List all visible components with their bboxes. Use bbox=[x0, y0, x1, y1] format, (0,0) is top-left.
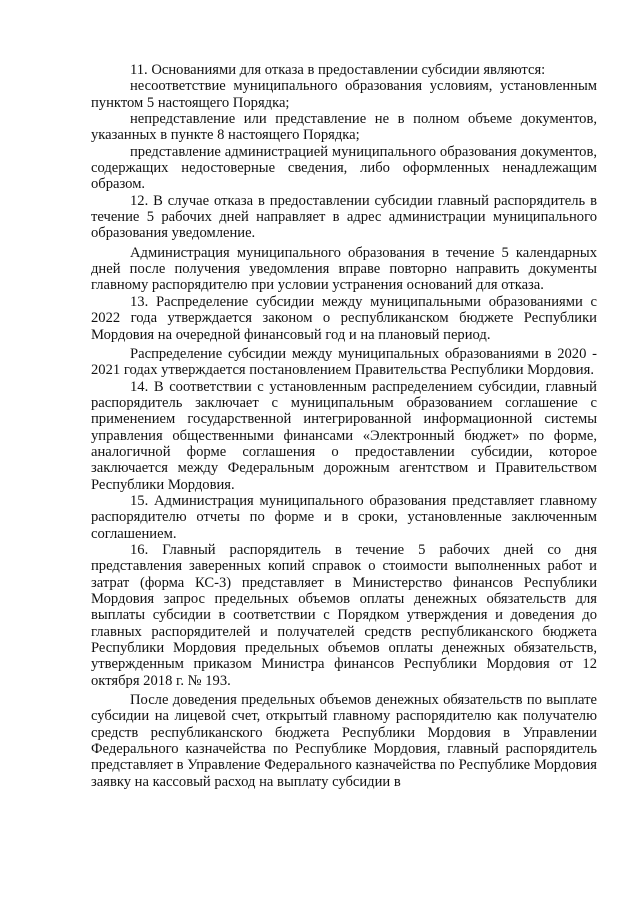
paragraph-13-continued: Распределение субсидии между муниципальных образованиями в 2020 - 2021 годах утверждается постановлением Правительства Республики Мордовия. bbox=[91, 345, 597, 379]
paragraph-11-condition-2: непредставление или представление не в полном объеме документов, указанных в пункте 8 настоящего Порядка; bbox=[91, 111, 597, 144]
paragraph-16: 16. Главный распорядитель в течение 5 рабочих дней со дня представления заверенных копий справок о стоимости выполненных работ и затрат (форма КС-3) представляет в Министерство финансов Республики Мордовия запрос предельных объемов оплаты денежных обязательств для выплаты субсидии в соответствии с Порядком утверждения и доведения до главных распорядителей и получателей средств республиканского бюджета Республики Мордовия предельных объемов оплаты денежных обязательств, утвержденным приказом Министра финансов Республики Мордовия от 12 октября 2018 г. № 193. bbox=[91, 541, 597, 689]
paragraph-12-continued: Администрация муниципального образования в течение 5 календарных дней после получения уведомления вправе повторно направить документы главному распорядителю при условии устранения оснований для отказа. bbox=[91, 244, 597, 294]
paragraph-11-condition-3: представление администрацией муниципального образования документов, содержащих недостоверные сведения, либо оформленных ненадлежащим образом. bbox=[91, 143, 597, 193]
paragraph-12: 12. В случае отказа в предоставлении субсидии главный распорядитель в течение 5 рабочих дней направляет в адрес администрации муниципального образования уведомление. bbox=[91, 192, 597, 242]
paragraph-16-continued: После доведения предельных объемов денежных обязательств по выплате субсидии на лицевой счет, открытый главному распорядителю как получателю средств республиканского бюджета Республики Мордовия в Управлении Федерального казначейства по Республике Мордовия, главный распорядитель представляет в Управление Федерального казначейства по Республике Мордовия заявку на кассовый расход на выплату субсидии в bbox=[91, 692, 597, 790]
paragraph-13: 13. Распределение субсидии между муниципальными образованиями с 2022 года утверждается законом о республиканском бюджете Республики Мордовия на очередной финансовый год и на плановый период. bbox=[91, 293, 597, 343]
paragraph-15: 15. Администрация муниципального образования представляет главному распорядителю отчеты по форме и в сроки, установленные заключенным соглашением. bbox=[91, 492, 597, 542]
paragraph-14: 14. В соответствии с установленным распределением субсидии, главный распорядитель заключает с муниципальным образованием соглашение с применением государственной интегрированной информационной системы управления общественными финансами «Электронный бюджет» по форме, аналогичной форме соглашения о предоставлении субсидии, которое заключается между Федеральным дорожным агентством и Правительством Республики Мордовия. bbox=[91, 378, 597, 493]
paragraph-11-condition-1: несоответствие муниципального образования условиям, установленным пунктом 5 настоящего Порядка; bbox=[91, 78, 597, 111]
paragraph-11: 11. Основаниями для отказа в предоставлении субсидии являются: bbox=[130, 62, 546, 78]
